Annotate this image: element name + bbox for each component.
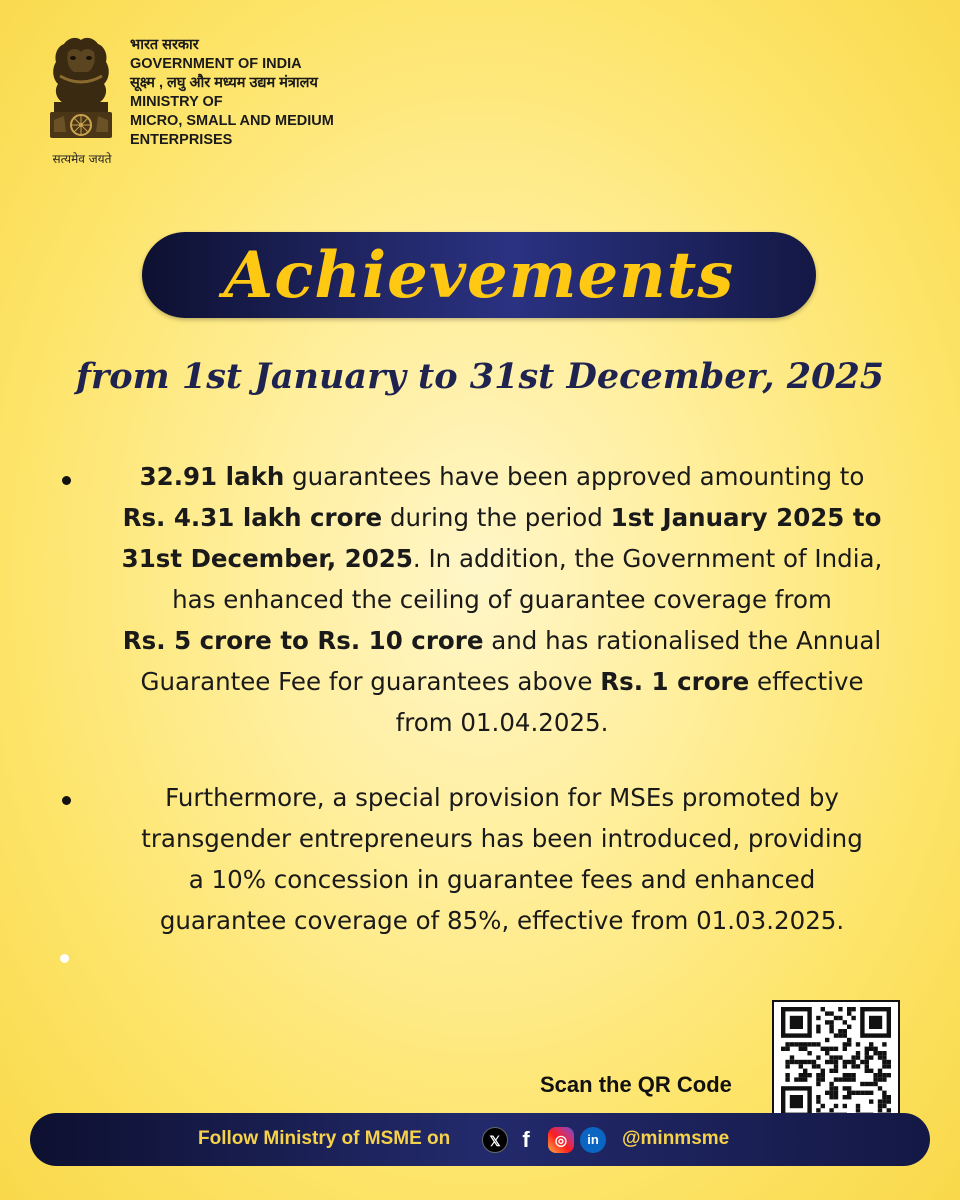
body-text: a 10% concession in guarantee fees and enhanced	[188, 865, 816, 894]
header-line: MICRO, SMALL AND MEDIUM	[130, 113, 334, 129]
header-line: सूक्ष्म , लघु और मध्यम उद्यम मंत्रालय	[130, 75, 318, 91]
body-text: Furthermore, a special provision for MSEs promoted by	[165, 783, 839, 812]
instagram-icon[interactable]: ◎	[548, 1127, 574, 1153]
header-line: MINISTRY OF	[130, 94, 223, 110]
bullet-dot	[62, 476, 71, 485]
paragraph-line	[72, 859, 932, 900]
page-title: Achievements	[223, 238, 735, 313]
paragraph-line	[72, 497, 932, 538]
paragraph-line	[72, 620, 932, 661]
body-text: transgender entrepreneurs has been introduced, providing	[141, 824, 863, 853]
header-line: GOVERNMENT OF INDIA	[130, 56, 302, 72]
highlight-text: Rs. 1 crore	[600, 667, 750, 696]
qr-caption: Scan the QR Code	[540, 1072, 732, 1097]
body-text: has enhanced the ceiling of guarantee coverage from	[172, 585, 832, 614]
highlight-text: Rs. 4.31 lakh crore	[122, 503, 383, 532]
body-text: guarantee coverage of 85%, effective from 01.03.2025.	[159, 906, 845, 935]
facebook-icon[interactable]: f	[522, 1127, 530, 1152]
highlight-text: 32.91 lakh	[139, 462, 285, 491]
x-icon[interactable]: 𝕏	[482, 1127, 508, 1153]
page-subtitle: from 1st January to 31st December, 2025	[75, 356, 885, 397]
highlight-text: Rs. 5 crore to Rs. 10 crore	[122, 626, 484, 655]
highlight-text: 31st December, 2025	[121, 544, 413, 573]
body-text: Guarantee Fee for guarantees above	[140, 667, 601, 696]
bullet-dot-empty	[60, 954, 69, 963]
body-text: during the period	[382, 503, 611, 532]
emblem-motto: सत्यमेव जयते	[52, 152, 112, 166]
body-text: guarantees have been approved amounting to	[284, 462, 865, 491]
national-emblem-icon	[38, 36, 124, 168]
body-text: effective	[749, 667, 864, 696]
paragraph-line	[72, 456, 932, 497]
title-banner	[142, 232, 816, 318]
paragraph-line	[72, 818, 932, 859]
highlight-text: 1st January 2025 to	[610, 503, 882, 532]
achievement-paragraph	[72, 777, 932, 941]
paragraph-line	[72, 538, 932, 579]
qr-code[interactable]	[772, 1000, 900, 1124]
paragraph-line	[72, 579, 932, 620]
header-line: भारत सरकार	[130, 37, 199, 53]
paragraph-line	[72, 777, 932, 818]
paragraph-line	[72, 702, 932, 743]
header-line: ENTERPRISES	[130, 132, 233, 148]
paragraph-line	[72, 661, 932, 702]
body-text: and has rationalised the Annual	[483, 626, 882, 655]
body-text: . In addition, the Government of India,	[412, 544, 883, 573]
bullet-dot	[62, 796, 71, 805]
social-handle[interactable]: @minmsme	[622, 1128, 730, 1149]
follow-text: Follow Ministry of MSME on	[198, 1128, 451, 1149]
achievement-paragraph	[72, 456, 932, 743]
paragraph-line	[72, 900, 932, 941]
qr-code-icon	[774, 1002, 898, 1122]
linkedin-icon[interactable]: in	[580, 1127, 606, 1153]
body-text: from 01.04.2025.	[395, 708, 609, 737]
footer-bar	[30, 1113, 930, 1166]
ministry-name-block	[130, 36, 430, 150]
